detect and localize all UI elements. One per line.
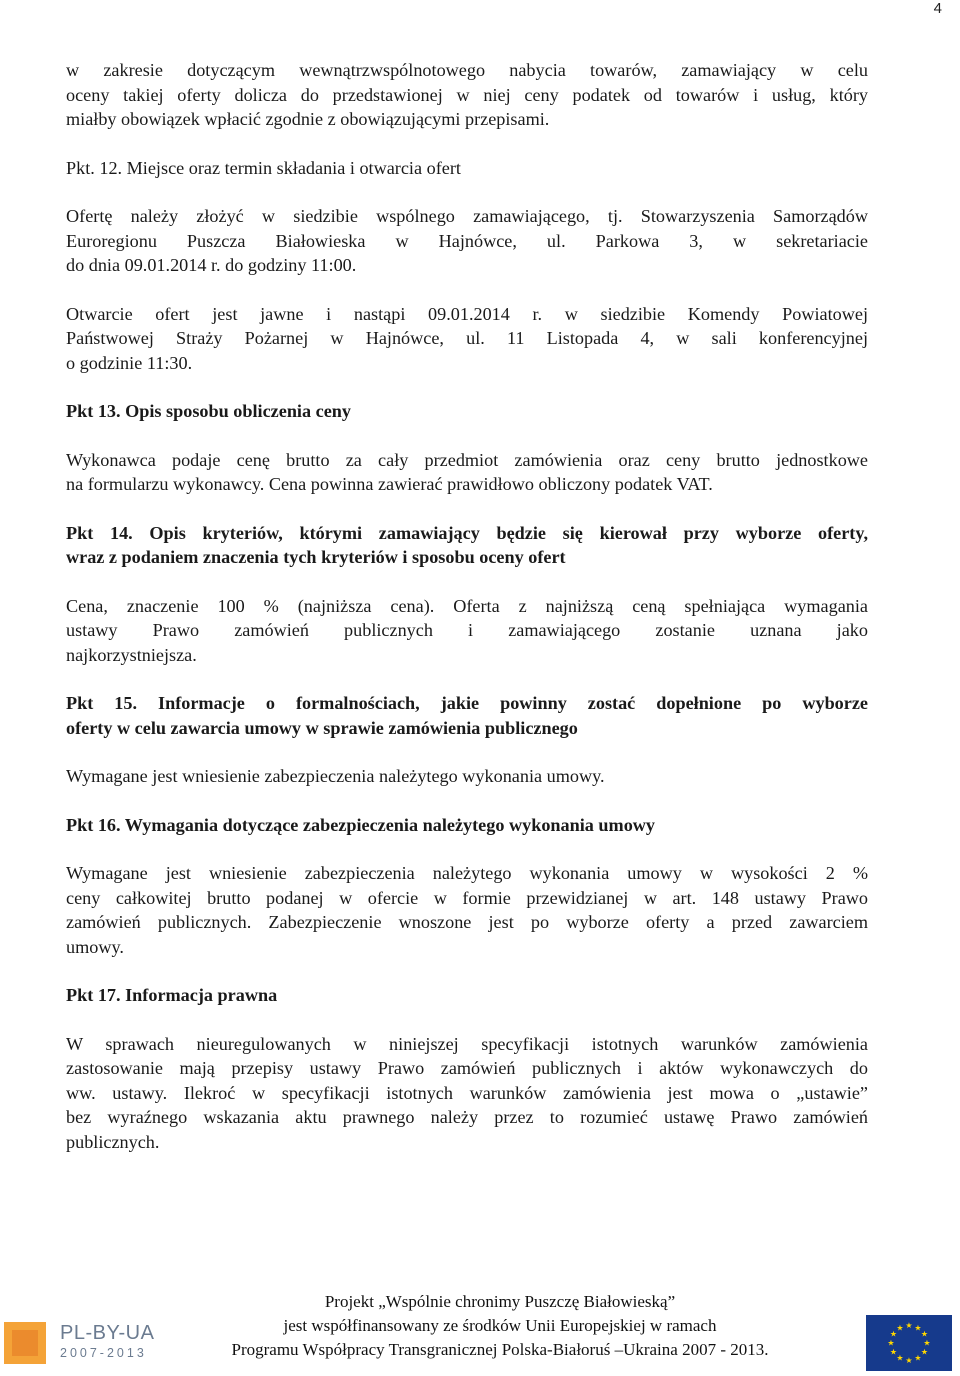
heading-line: wraz z podaniem znaczenia tych kryteriów i sposobu oceny ofert (66, 547, 566, 567)
text-line: zastosowanie mają przepisy ustawy Prawo zamówień publicznych i aktów wykonawczych do (66, 1058, 868, 1078)
text-line: ceny całkowitej brutto podanej w ofercie w formie przewidzianej w art. 148 ustawy Prawo (66, 887, 868, 908)
document-body (66, 58, 868, 1154)
page-number: 4 (933, 0, 942, 17)
pkt14-paragraph (66, 594, 868, 668)
eu-stars-icon (866, 1315, 952, 1371)
footer-line: Programu Współpracy Transgranicznej Polska-Białoruś –Ukraina 2007 - 2013. (231, 1340, 769, 1359)
pkt12-paragraph-1 (66, 204, 868, 278)
text-line: Państwowej Straży Pożarnej w Hajnówce, ul. 11 Listopada 4, w sali konferencyjnej (66, 328, 868, 348)
heading-line: Pkt 15. Informacje o formalnościach, jakie powinny zostać dopełnione po wyborze (66, 693, 868, 713)
text-line: Ofertę należy złożyć w siedzibie wspólnego zamawiającego, tj. Stowarzyszenia Samorządów (66, 206, 868, 226)
text-line: najkorzystniejsza. (66, 644, 197, 665)
text-line: Euroregionu Puszcza Białowieska w Hajnówce, ul. Parkowa 3, w sekretariacie (66, 230, 868, 251)
svg-text:★: ★ (896, 1353, 904, 1363)
logo-name: PL-BY-UA (60, 1322, 155, 1344)
text-line: umowy. (66, 936, 124, 957)
logo-square-icon (4, 1322, 46, 1364)
section-pkt14 (66, 521, 868, 668)
text-line: Otwarcie ofert jest jawne i nastąpi 09.01.2014 r. w siedzibie Komendy Powiatowej (66, 303, 868, 324)
section-heading: Pkt. 12. Miejsce oraz termin składania i otwarcia ofert (66, 157, 461, 178)
section-heading: Pkt 17. Informacja prawna (66, 985, 278, 1005)
svg-text:★: ★ (905, 1321, 913, 1330)
heading-line: oferty w celu zawarcia umowy w sprawie zamówienia publicznego (66, 717, 578, 738)
text-line: o godzinie 11:30. (66, 352, 193, 373)
svg-text:★: ★ (920, 1347, 929, 1357)
text-line: w zakresie dotyczącym wewnątrzwspólnotowego nabycia towarów, zamawiający w celu (66, 60, 868, 80)
eu-flag-icon (866, 1315, 952, 1371)
section-pkt17 (66, 983, 868, 1154)
svg-text:★: ★ (889, 1347, 898, 1357)
text-line: W sprawach nieuregulowanych w niniejszej specyfikacji istotnych warunków zamówienia (66, 1033, 868, 1054)
text-line: na formularzu wykonawcy. Cena powinna zawierać prawidłowo obliczony podatek VAT. (66, 474, 713, 494)
text-line: ww. ustawy. Ilekroć w specyfikacji istotnych warunków zamówienia jest mowa o „ustawie” (66, 1082, 868, 1103)
pkt15-paragraph: Wymagane jest wniesienie zabezpieczenia należytego wykonania umowy. (66, 766, 605, 786)
text-line: Wykonawca podaje cenę brutto za cały przedmiot zamówienia oraz ceny brutto jednostkowe (66, 449, 868, 470)
logo-years: 2007-2013 (60, 1346, 147, 1360)
section-heading: Pkt 13. Opis sposobu obliczenia ceny (66, 401, 351, 421)
footer-text (180, 1290, 820, 1362)
svg-text:★: ★ (920, 1329, 929, 1339)
pkt16-paragraph (66, 861, 868, 959)
text-line: miałby obowiązek wpłacić zgodnie z obowiązującymi przepisami. (66, 109, 550, 129)
intro-paragraph (66, 58, 868, 132)
pkt12-paragraph-2 (66, 302, 868, 376)
text-line: bez wyraźnego wskazania aktu prawnego należy przez to rozumieć ustawę Prawo zamówień (66, 1107, 868, 1127)
text-line: do dnia 09.01.2014 r. do godziny 11:00. (66, 255, 357, 275)
svg-text:★: ★ (889, 1329, 898, 1339)
text-line: zamówień publicznych. Zabezpieczenie wnoszone jest po wyborze oferty a przed zawarciem (66, 912, 868, 932)
svg-text:★: ★ (887, 1338, 895, 1348)
text-line: Wymagane jest wniesienie zabezpieczenia należytego wykonania umowy w wysokości 2 % (66, 863, 868, 883)
footer-line: Projekt „Wspólnie chronimy Puszczę Białowieską” (324, 1292, 676, 1311)
section-pkt12 (66, 156, 868, 376)
section-pkt15 (66, 691, 868, 789)
section-pkt16 (66, 813, 868, 960)
text-line: oceny takiej oferty dolicza do przedstawionej w niej ceny podatek od towarów i usług, który (66, 84, 868, 105)
section-heading (66, 691, 868, 740)
svg-text:★: ★ (896, 1323, 904, 1333)
footer-line: jest współfinansowany ze środków Unii Europejskiej w ramach (283, 1316, 717, 1335)
section-heading: Pkt 16. Wymagania dotyczące zabezpieczenia należytego wykonania umowy (66, 814, 656, 835)
svg-text:★: ★ (914, 1323, 922, 1333)
text-line: publicznych. (66, 1131, 160, 1152)
svg-text:★: ★ (914, 1353, 922, 1363)
page-footer (0, 1290, 960, 1375)
section-heading (66, 521, 868, 570)
pl-by-ua-logo (4, 1322, 164, 1364)
section-pkt13 (66, 399, 868, 497)
pkt17-paragraph (66, 1032, 868, 1155)
pkt13-paragraph (66, 448, 868, 497)
text-line: ustawy Prawo zamówień publicznych i zamawiającego zostanie uznana jako (66, 620, 868, 640)
svg-text:★: ★ (923, 1338, 931, 1348)
heading-line: Pkt 14. Opis kryteriów, którymi zamawiający będzie się kierował przy wyborze oferty, (66, 522, 868, 543)
text-line: Cena, znaczenie 100 % (najniższa cena). Oferta z najniższą ceną spełniająca wymagania (66, 595, 868, 616)
svg-text:★: ★ (905, 1356, 913, 1365)
